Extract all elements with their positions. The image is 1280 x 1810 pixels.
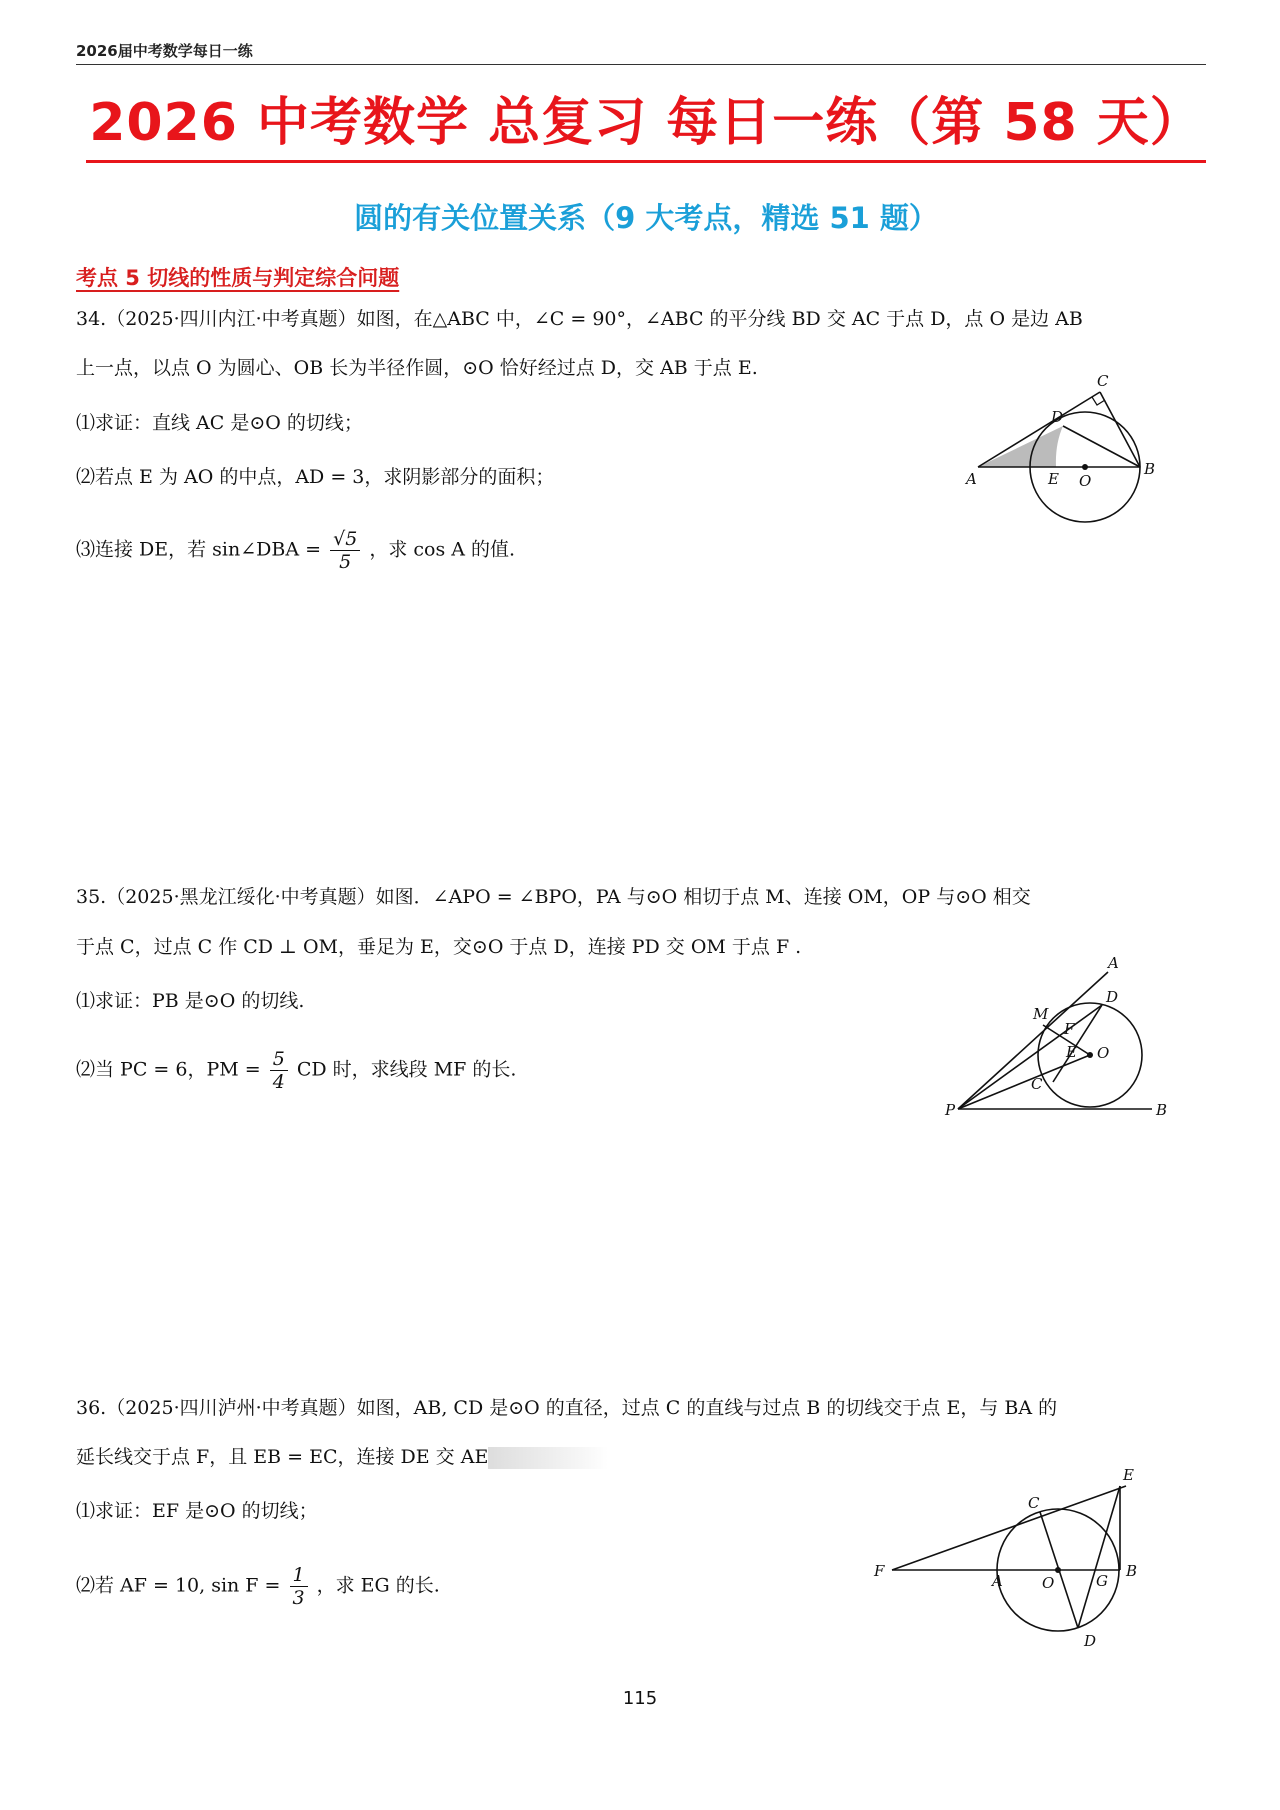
q36-part1: ⑴求证：EF 是⊙O 的切线； bbox=[76, 1500, 318, 1522]
q34-fraction-den: 5 bbox=[339, 551, 352, 573]
q35-fraction-den: 4 bbox=[272, 1071, 285, 1093]
q34-label-e: E bbox=[1048, 470, 1059, 488]
q34-label-c: C bbox=[1097, 372, 1109, 390]
q36-label-d: D bbox=[1084, 1632, 1097, 1650]
q34-label-a: A bbox=[966, 470, 977, 488]
q36-part2 bbox=[76, 1564, 440, 1609]
q36-fraction-den: 3 bbox=[292, 1587, 305, 1609]
q35-part2 bbox=[76, 1048, 516, 1093]
q34-fraction-num: √5 bbox=[330, 528, 360, 551]
q34-line1: 34.（2025·四川内江·中考真题）如图，在△ABC 中，∠C = 90°，∠ABC 的平分线 BD 交 AC 于点 D，点 O 是边 AB bbox=[76, 308, 1083, 330]
q35-label-m: M bbox=[1033, 1005, 1049, 1023]
q35-label-f: F bbox=[1064, 1020, 1075, 1038]
q35-line-po bbox=[958, 1055, 1090, 1109]
q35-label-o: O bbox=[1097, 1044, 1110, 1062]
topic-heading: 考点 5 切线的性质与判定综合问题 bbox=[76, 266, 400, 290]
q35-label-p: P bbox=[945, 1101, 956, 1119]
q35-fraction bbox=[270, 1048, 288, 1093]
q35-label-b: B bbox=[1156, 1101, 1168, 1119]
q36-label-f: F bbox=[874, 1562, 885, 1580]
q34-center-dot bbox=[1082, 464, 1088, 470]
page-title: 2026 中考数学 总复习 每日一练（第 58 天） bbox=[89, 93, 1203, 153]
q36-fraction bbox=[290, 1564, 308, 1609]
q36-label-e: E bbox=[1123, 1466, 1134, 1484]
q36-part2-pre: ⑵若 AF = 10, sin F = bbox=[76, 1574, 281, 1597]
redacted-text-fade bbox=[488, 1447, 608, 1469]
q36-label-a: A bbox=[992, 1572, 1003, 1590]
q35-fraction-num: 5 bbox=[270, 1048, 288, 1071]
q35-center-dot bbox=[1087, 1052, 1093, 1058]
q35-figure bbox=[930, 952, 1170, 1122]
q36-line1: 36.（2025·四川泸州·中考真题）如图，AB, CD 是⊙O 的直径，过点 C 的直线与过点 B 的切线交于点 E，与 BA 的 bbox=[76, 1397, 1058, 1419]
q34-shaded-region bbox=[978, 426, 1063, 467]
q36-fraction-num: 1 bbox=[290, 1564, 308, 1587]
q34-part2: ⑵若点 E 为 AO 的中点，AD = 3，求阴影部分的面积； bbox=[76, 466, 555, 488]
q35-part1: ⑴求证：PB 是⊙O 的切线. bbox=[76, 990, 305, 1012]
q36-center-dot bbox=[1055, 1567, 1061, 1573]
title-underline bbox=[86, 160, 1206, 163]
q34-part3-post: ，求 cos A 的值. bbox=[369, 538, 516, 561]
q35-line-pd bbox=[958, 1005, 1102, 1109]
q34-label-b: B bbox=[1144, 460, 1156, 478]
q34-label-d: D bbox=[1051, 408, 1064, 426]
q35-part2-pre: ⑵当 PC = 6，PM = bbox=[76, 1058, 261, 1081]
q34-label-o: O bbox=[1079, 472, 1092, 490]
q34-part3-pre: ⑶连接 DE，若 sin∠DBA = bbox=[76, 538, 322, 561]
q34-fraction bbox=[330, 528, 360, 573]
q34-line2: 上一点，以点 O 为圆心、OB 长为半径作圆，⊙O 恰好经过点 D，交 AB 于点 E. bbox=[76, 357, 758, 379]
q34-figure bbox=[960, 370, 1180, 530]
q36-label-g: G bbox=[1096, 1572, 1108, 1590]
q36-label-b: B bbox=[1126, 1562, 1138, 1580]
q35-line1: 35.（2025·黑龙江绥化·中考真题）如图．∠APO = ∠BPO，PA 与⊙O 相切于点 M、连接 OM，OP 与⊙O 相交 bbox=[76, 886, 1031, 908]
running-header: 2026届中考数学每日一练 bbox=[76, 42, 253, 60]
q36-line-fe bbox=[892, 1486, 1126, 1570]
q35-line2: 于点 C，过点 C 作 CD ⊥ OM，垂足为 E，交⊙O 于点 D，连接 PD 交 OM 于点 F . bbox=[76, 936, 802, 958]
q36-line2-wrap bbox=[76, 1442, 608, 1472]
q34-part3 bbox=[76, 528, 515, 573]
q36-figure bbox=[870, 1462, 1190, 1652]
q36-line-de bbox=[1078, 1486, 1120, 1628]
q36-label-o: O bbox=[1042, 1574, 1055, 1592]
page-number: 115 bbox=[622, 1688, 658, 1709]
q35-part2-post: CD 时，求线段 MF 的长. bbox=[296, 1058, 517, 1081]
q36-part2-post: ，求 EG 的长. bbox=[316, 1574, 440, 1597]
q34-part1: ⑴求证：直线 AC 是⊙O 的切线； bbox=[76, 412, 363, 434]
q35-label-d: D bbox=[1106, 988, 1119, 1006]
header-divider bbox=[76, 64, 1206, 65]
q35-label-c: C bbox=[1031, 1075, 1043, 1093]
q36-line2: 延长线交于点 F，且 EB = EC，连接 DE 交 AE bbox=[76, 1446, 489, 1468]
q35-label-e: E bbox=[1066, 1043, 1077, 1061]
q35-label-a: A bbox=[1108, 954, 1119, 972]
page-subtitle: 圆的有关位置关系（9 大考点，精选 51 题） bbox=[354, 201, 938, 235]
q36-label-c: C bbox=[1028, 1494, 1040, 1512]
